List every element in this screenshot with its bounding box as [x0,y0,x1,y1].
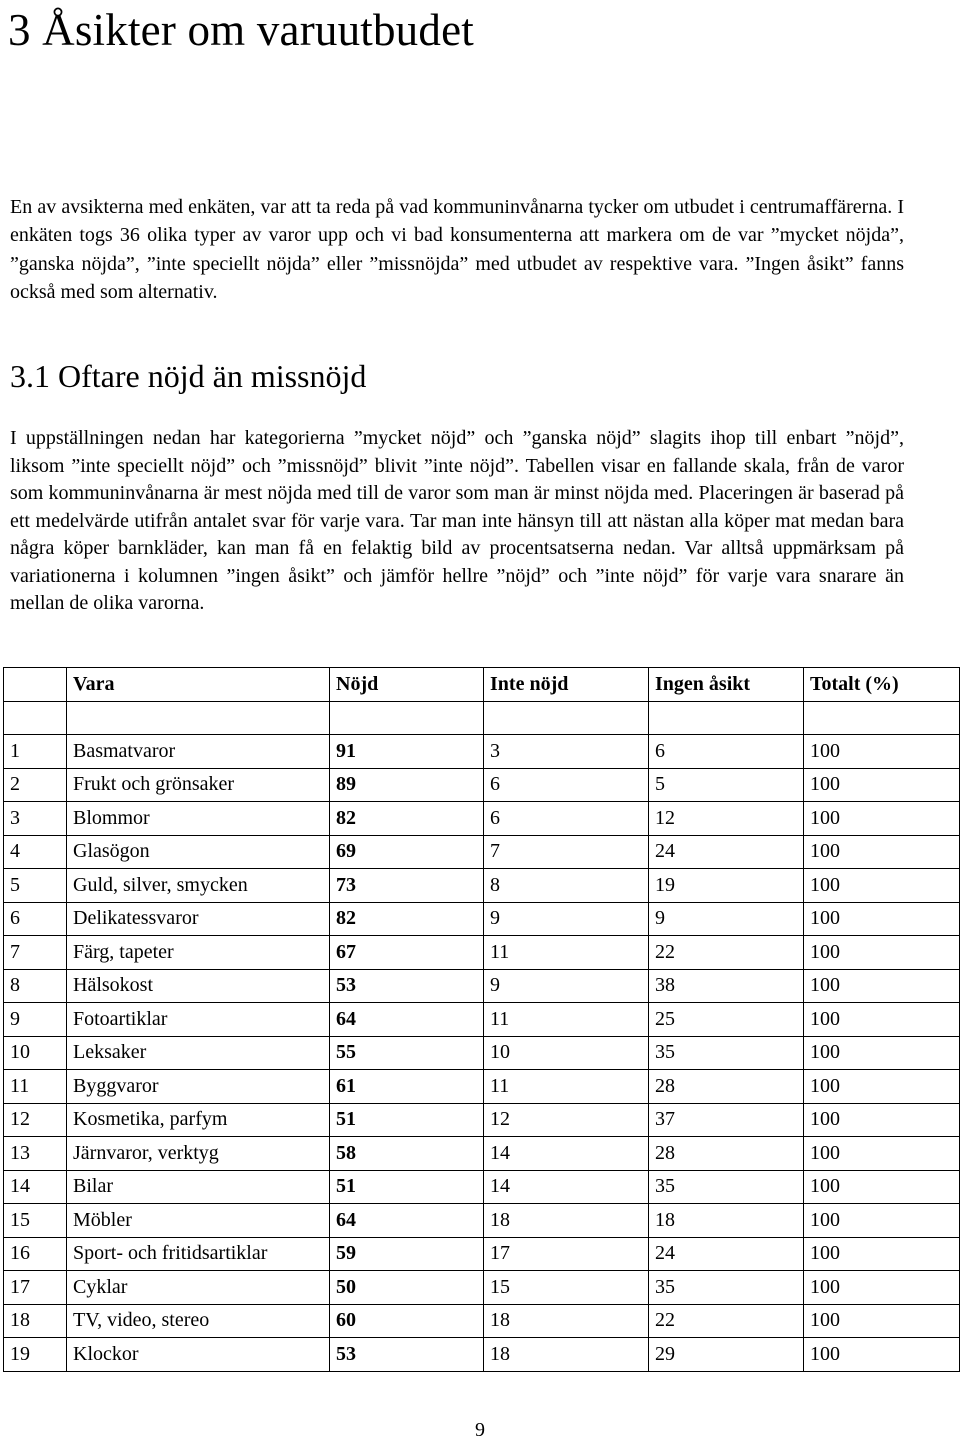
rank-cell: 13 [4,1137,67,1171]
nojd-cell: 60 [330,1304,484,1338]
table-row [4,1304,960,1338]
inte-nojd-cell: 14 [484,1137,649,1171]
spacer-cell [804,702,960,735]
spacer-cell [67,702,330,735]
table-header-row [4,668,960,702]
table-row [4,1003,960,1037]
vara-cell: Kosmetika, parfym [67,1103,330,1137]
ingen-asikt-cell: 28 [649,1070,804,1104]
header-ingen-asikt: Ingen åsikt [649,668,804,702]
rank-cell: 8 [4,969,67,1003]
inte-nojd-cell: 10 [484,1036,649,1070]
vara-cell: Guld, silver, smycken [67,869,330,903]
totalt-cell: 100 [804,1137,960,1171]
nojd-cell: 69 [330,835,484,869]
table-body [4,702,960,1372]
nojd-cell: 53 [330,1338,484,1372]
totalt-cell: 100 [804,1338,960,1372]
inte-nojd-cell: 6 [484,768,649,802]
table-row [4,768,960,802]
vara-cell: Delikatessvaror [67,902,330,936]
totalt-cell: 100 [804,1103,960,1137]
rank-cell: 4 [4,835,67,869]
inte-nojd-cell: 15 [484,1271,649,1305]
ingen-asikt-cell: 37 [649,1103,804,1137]
vara-cell: Möbler [67,1204,330,1238]
totalt-cell: 100 [804,802,960,836]
inte-nojd-cell: 11 [484,1003,649,1037]
page-title: 3 Åsikter om varuutbudet [8,5,474,55]
inte-nojd-cell: 12 [484,1103,649,1137]
section-paragraph: I uppställningen nedan har kategorierna ”mycket nöjd” och ”ganska nöjd” slagits ihop till enbart ”nöjd”, liksom ”inte speciellt nöjd” och ”missnöjd” blivit ”inte nöjd”. Tabellen visar en fallande skala, från de varor som kommuninvånarna är mest nöjda med till de varor som man är minst nöjda med. Placeringen är baserad på ett medelvärde utifrån antalet svar för varje vara. Tar man inte hänsyn till att nästan alla köper mat medan bara några köper barnkläder, kan man få en felaktig bild av procentsatserna nedan. Var alltså uppmärksam på variationerna i kolumnen ”ingen åsikt” och jämför hellre ”nöjd” och ”inte nöjd” för varje vara snarare än mellan de olika varorna. [10,427,904,614]
rank-cell: 11 [4,1070,67,1104]
nojd-cell: 55 [330,1036,484,1070]
table-row [4,1036,960,1070]
vara-cell: Färg, tapeter [67,936,330,970]
rank-cell: 12 [4,1103,67,1137]
nojd-cell: 73 [330,869,484,903]
rank-cell: 6 [4,902,67,936]
table-row [4,902,960,936]
table-row [4,1338,960,1372]
rank-cell: 19 [4,1338,67,1372]
totalt-cell: 100 [804,1036,960,1070]
intro-paragraph: En av avsikterna med enkäten, var att ta reda på vad kommuninvånarna tycker om utbudet i centrumaffärerna. I enkäten togs 36 olika typer av varor upp och vi bad konsumenterna att markera om de var ”mycket nöjda”, ”ganska nöjda”, ”inte speciellt nöjda” eller ”missnöjda” med utbudet av respektive vara. ”Ingen åsikt” fanns också med som alternativ. [10,196,904,303]
header-totalt: Totalt (%) [804,668,960,702]
ingen-asikt-cell: 22 [649,1304,804,1338]
ingen-asikt-cell: 29 [649,1338,804,1372]
header-vara: Vara [67,668,330,702]
inte-nojd-cell: 9 [484,969,649,1003]
table-row [4,735,960,769]
totalt-cell: 100 [804,1304,960,1338]
rank-cell: 3 [4,802,67,836]
totalt-cell: 100 [804,835,960,869]
vara-cell: TV, video, stereo [67,1304,330,1338]
table-spacer-row [4,702,960,735]
inte-nojd-cell: 18 [484,1204,649,1238]
vara-cell: Järnvaror, verktyg [67,1137,330,1171]
nojd-cell: 82 [330,902,484,936]
table-row [4,802,960,836]
nojd-cell: 67 [330,936,484,970]
ingen-asikt-cell: 19 [649,869,804,903]
ingen-asikt-cell: 28 [649,1137,804,1171]
ingen-asikt-cell: 5 [649,768,804,802]
totalt-cell: 100 [804,768,960,802]
nojd-cell: 50 [330,1271,484,1305]
spacer-cell [330,702,484,735]
totalt-cell: 100 [804,735,960,769]
nojd-cell: 64 [330,1003,484,1037]
nojd-cell: 51 [330,1170,484,1204]
nojd-cell: 53 [330,969,484,1003]
header-rank [4,668,67,702]
vara-cell: Basmatvaror [67,735,330,769]
vara-cell: Fotoartiklar [67,1003,330,1037]
ingen-asikt-cell: 9 [649,902,804,936]
rank-cell: 15 [4,1204,67,1238]
table-row [4,869,960,903]
table-row [4,1204,960,1238]
nojd-cell: 89 [330,768,484,802]
inte-nojd-cell: 11 [484,1070,649,1104]
rank-cell: 18 [4,1304,67,1338]
vara-cell: Sport- och fritidsartiklar [67,1237,330,1271]
table-row [4,1137,960,1171]
rank-cell: 17 [4,1271,67,1305]
vara-cell: Hälsokost [67,969,330,1003]
vara-cell: Cyklar [67,1271,330,1305]
totalt-cell: 100 [804,936,960,970]
ingen-asikt-cell: 12 [649,802,804,836]
table-row [4,835,960,869]
nojd-cell: 59 [330,1237,484,1271]
table-row [4,1271,960,1305]
nojd-cell: 61 [330,1070,484,1104]
inte-nojd-cell: 11 [484,936,649,970]
vara-cell: Glasögon [67,835,330,869]
nojd-cell: 51 [330,1103,484,1137]
totalt-cell: 100 [804,1170,960,1204]
vara-cell: Klockor [67,1338,330,1372]
section-heading: 3.1 Oftare nöjd än missnöjd [10,358,367,394]
inte-nojd-cell: 18 [484,1338,649,1372]
rank-cell: 5 [4,869,67,903]
spacer-cell [484,702,649,735]
totalt-cell: 100 [804,1204,960,1238]
table-row [4,969,960,1003]
totalt-cell: 100 [804,902,960,936]
ingen-asikt-cell: 24 [649,1237,804,1271]
nojd-cell: 82 [330,802,484,836]
ingen-asikt-cell: 35 [649,1271,804,1305]
rank-cell: 1 [4,735,67,769]
vara-cell: Frukt och grönsaker [67,768,330,802]
ingen-asikt-cell: 38 [649,969,804,1003]
vara-cell: Leksaker [67,1036,330,1070]
vara-cell: Byggvaror [67,1070,330,1104]
ingen-asikt-cell: 22 [649,936,804,970]
rank-cell: 16 [4,1237,67,1271]
inte-nojd-cell: 8 [484,869,649,903]
inte-nojd-cell: 17 [484,1237,649,1271]
totalt-cell: 100 [804,869,960,903]
nojd-cell: 91 [330,735,484,769]
nojd-cell: 64 [330,1204,484,1238]
rank-cell: 10 [4,1036,67,1070]
ingen-asikt-cell: 24 [649,835,804,869]
table-row [4,1170,960,1204]
rank-cell: 2 [4,768,67,802]
page-number: 9 [475,1419,485,1441]
rank-cell: 7 [4,936,67,970]
goods-table [3,667,960,1372]
inte-nojd-cell: 7 [484,835,649,869]
inte-nojd-cell: 18 [484,1304,649,1338]
nojd-cell: 58 [330,1137,484,1171]
spacer-cell [649,702,804,735]
ingen-asikt-cell: 35 [649,1170,804,1204]
vara-cell: Bilar [67,1170,330,1204]
inte-nojd-cell: 6 [484,802,649,836]
ingen-asikt-cell: 18 [649,1204,804,1238]
rank-cell: 14 [4,1170,67,1204]
ingen-asikt-cell: 6 [649,735,804,769]
ingen-asikt-cell: 25 [649,1003,804,1037]
ingen-asikt-cell: 35 [649,1036,804,1070]
totalt-cell: 100 [804,1237,960,1271]
totalt-cell: 100 [804,1271,960,1305]
table-row [4,936,960,970]
inte-nojd-cell: 9 [484,902,649,936]
table-row [4,1070,960,1104]
inte-nojd-cell: 14 [484,1170,649,1204]
totalt-cell: 100 [804,1070,960,1104]
totalt-cell: 100 [804,969,960,1003]
table-row [4,1103,960,1137]
header-inte-nojd: Inte nöjd [484,668,649,702]
rank-cell: 9 [4,1003,67,1037]
spacer-cell [4,702,67,735]
totalt-cell: 100 [804,1003,960,1037]
header-nojd: Nöjd [330,668,484,702]
vara-cell: Blommor [67,802,330,836]
inte-nojd-cell: 3 [484,735,649,769]
table-row [4,1237,960,1271]
